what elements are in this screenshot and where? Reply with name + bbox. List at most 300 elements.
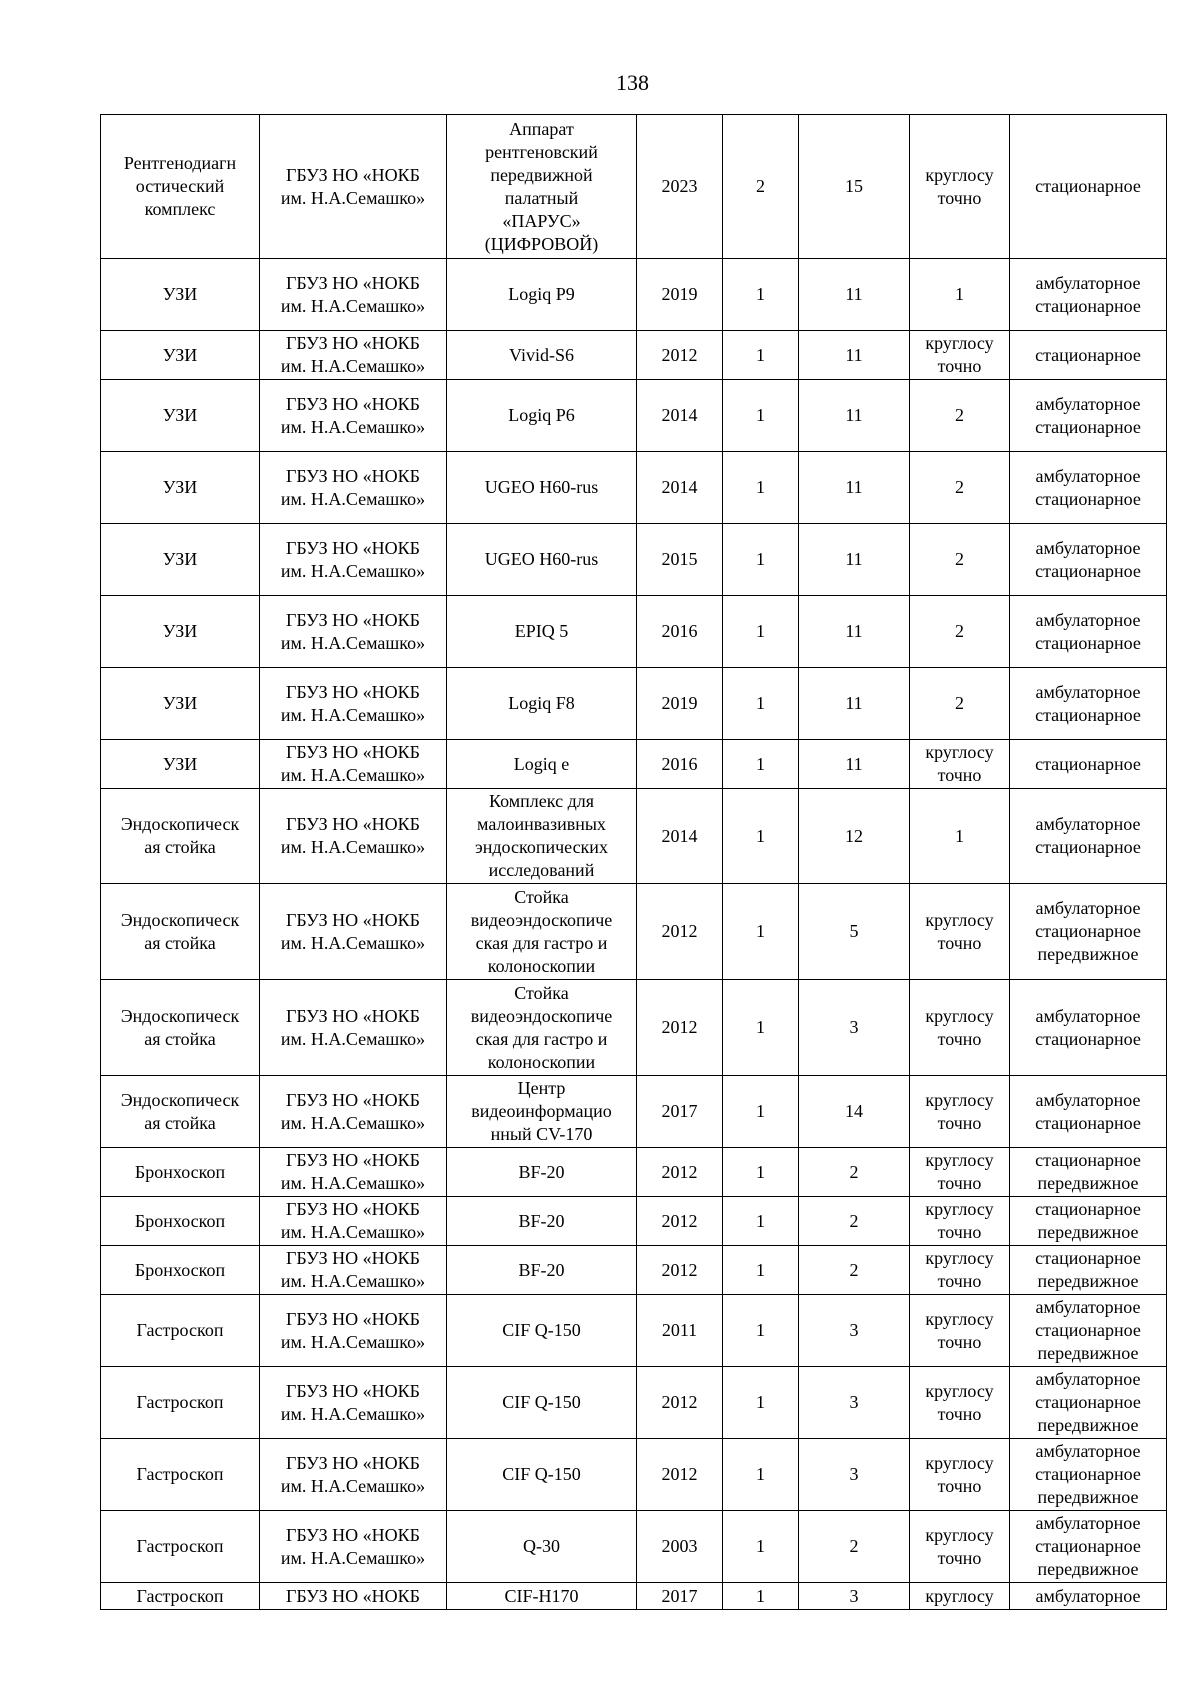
care-type-cell: [1010, 380, 1167, 452]
institution-cell: [260, 596, 447, 668]
table-row: [101, 1197, 1167, 1246]
wear-cell: [799, 115, 910, 259]
table-row: [101, 884, 1167, 980]
year-cell: [637, 1439, 723, 1511]
institution-cell: [260, 1197, 447, 1246]
table-row: [101, 789, 1167, 884]
cell-text: ГБУЗ НО «НОКБ им. Н.А.Семашко»: [280, 1089, 426, 1133]
institution-cell: [260, 331, 447, 380]
model-cell: [447, 1197, 637, 1246]
quantity-cell: [723, 1295, 799, 1367]
cell-text: 1: [756, 344, 765, 365]
care-type-cell: [1010, 596, 1167, 668]
cell-text: ГБУЗ НО «НОКБ им. Н.А.Семашко»: [280, 681, 426, 725]
cell-text: ГБУЗ НО «НОКБ им. Н.А.Семашко»: [280, 1248, 426, 1291]
cell-text: амбулаторное стационарное передвижное: [1035, 1297, 1141, 1363]
equipment-type-cell: [101, 115, 260, 259]
cell-text: стационарное: [1035, 176, 1141, 196]
cell-text: ГБУЗ НО «НОКБ им. Н.А.Семашко»: [280, 814, 426, 857]
cell-text: Logiq F8: [508, 693, 575, 713]
care-type-cell: [1010, 1197, 1167, 1246]
table-row: [101, 1148, 1167, 1197]
cell-text: 2012: [661, 1210, 698, 1231]
table-row: [101, 1511, 1167, 1583]
equipment-type-cell: [101, 980, 260, 1076]
cell-text: круглосу точно: [925, 909, 994, 953]
cell-text: CIF Q-150: [502, 1392, 581, 1412]
cell-text: 3: [849, 1320, 859, 1340]
equipment-type-cell: [101, 1148, 260, 1197]
quantity-cell: [723, 1583, 799, 1610]
cell-text: 2019: [661, 693, 698, 713]
wear-cell: [799, 524, 910, 596]
wear-cell: [799, 1367, 910, 1439]
wear-cell: [799, 789, 910, 884]
quantity-cell: [723, 1439, 799, 1511]
cell-text: 2012: [661, 1161, 698, 1182]
table-row: [101, 980, 1167, 1076]
model-cell: [447, 1439, 637, 1511]
cell-text: 2015: [661, 549, 698, 569]
cell-text: 11: [845, 344, 863, 365]
cell-text: ГБУЗ НО «НОКБ им. Н.А.Семашко»: [280, 1199, 426, 1242]
cell-text: 2014: [661, 825, 698, 846]
equipment-type-cell: [101, 331, 260, 380]
cell-text: круглосу точно: [925, 333, 994, 376]
cell-text: Гастроскоп: [136, 1320, 224, 1340]
quantity-cell: [723, 789, 799, 884]
cell-text: 14: [845, 1101, 863, 1121]
institution-cell: [260, 452, 447, 524]
cell-text: Эндоскопическ ая стойка: [120, 1005, 240, 1049]
table-row: [101, 668, 1167, 740]
cell-text: Бронхоскоп: [134, 1259, 226, 1280]
table-row: [101, 1439, 1167, 1511]
model-cell: [447, 259, 637, 331]
cell-text: круглосу точно: [925, 1380, 994, 1424]
cell-text: амбулаторное стационарное: [1035, 537, 1141, 581]
cell-text: круглосу точно: [925, 1005, 994, 1049]
model-cell: [447, 524, 637, 596]
model-cell: [447, 452, 637, 524]
equipment-type-cell: [101, 596, 260, 668]
care-type-cell: [1010, 115, 1167, 259]
cell-text: Рентгенодиагн остический комплекс: [123, 153, 237, 219]
cell-text: ГБУЗ НО «НОКБ им. Н.А.Семашко»: [280, 333, 426, 376]
work-mode-cell: [910, 1197, 1010, 1246]
cell-text: амбулаторное стационарное передвижное: [1035, 1369, 1141, 1435]
cell-text: стационарное: [1035, 753, 1141, 774]
wear-cell: [799, 668, 910, 740]
cell-text: Центр видеоинформацио нный CV-170: [471, 1078, 612, 1144]
cell-text: CIF Q-150: [502, 1464, 581, 1484]
cell-text: амбулаторное стационарное: [1035, 1005, 1141, 1049]
wear-cell: [799, 1076, 910, 1148]
wear-cell: [799, 1583, 910, 1610]
care-type-cell: [1010, 1295, 1167, 1367]
cell-text: 15: [845, 176, 863, 196]
cell-text: 2016: [661, 621, 698, 641]
cell-text: 2017: [661, 1585, 698, 1606]
cell-text: 1: [756, 1320, 765, 1340]
institution-cell: [260, 1367, 447, 1439]
cell-text: амбулаторное стационарное передвижное: [1035, 1441, 1141, 1507]
quantity-cell: [723, 1511, 799, 1583]
cell-text: 1: [756, 1101, 765, 1121]
cell-text: Эндоскопическ ая стойка: [120, 909, 240, 953]
equipment-type-cell: [101, 452, 260, 524]
work-mode-cell: [910, 789, 1010, 884]
care-type-cell: [1010, 1148, 1167, 1197]
care-type-cell: [1010, 1511, 1167, 1583]
year-cell: [637, 1076, 723, 1148]
cell-text: CIF-H170: [504, 1585, 579, 1606]
year-cell: [637, 1246, 723, 1295]
cell-text: 1: [756, 477, 765, 497]
year-cell: [637, 740, 723, 789]
cell-text: Эндоскопическ ая стойка: [120, 814, 240, 857]
equipment-type-cell: [101, 259, 260, 331]
cell-text: 2014: [661, 477, 698, 497]
work-mode-cell: [910, 331, 1010, 380]
cell-text: 2: [849, 1259, 859, 1280]
cell-text: 2: [849, 1210, 859, 1231]
table-row: [101, 1246, 1167, 1295]
care-type-cell: [1010, 980, 1167, 1076]
work-mode-cell: [910, 1148, 1010, 1197]
year-cell: [637, 452, 723, 524]
cell-text: круглосу точно: [925, 1452, 994, 1496]
work-mode-cell: [910, 884, 1010, 980]
cell-text: BF-20: [518, 1210, 565, 1231]
cell-text: УЗИ: [162, 284, 198, 304]
cell-text: 11: [845, 621, 863, 641]
cell-text: 2: [849, 1536, 859, 1556]
year-cell: [637, 1583, 723, 1610]
table-row: [101, 115, 1167, 259]
cell-text: ГБУЗ НО «НОКБ им. Н.А.Семашко»: [280, 1308, 426, 1352]
cell-text: 1: [756, 549, 765, 569]
year-cell: [637, 1511, 723, 1583]
cell-text: 2019: [661, 284, 698, 304]
equipment-type-cell: [101, 1246, 260, 1295]
cell-text: УЗИ: [162, 344, 198, 365]
equipment-table: [100, 114, 1167, 1610]
quantity-cell: [723, 331, 799, 380]
table-row: [101, 331, 1167, 380]
cell-text: стационарное передвижное: [1035, 1150, 1141, 1193]
cell-text: 1: [756, 1392, 765, 1412]
equipment-type-cell: [101, 1439, 260, 1511]
work-mode-cell: [910, 1076, 1010, 1148]
year-cell: [637, 596, 723, 668]
wear-cell: [799, 1439, 910, 1511]
wear-cell: [799, 740, 910, 789]
cell-text: стационарное передвижное: [1035, 1248, 1141, 1291]
quantity-cell: [723, 115, 799, 259]
cell-text: 2012: [661, 1017, 698, 1037]
quantity-cell: [723, 668, 799, 740]
care-type-cell: [1010, 1246, 1167, 1295]
year-cell: [637, 331, 723, 380]
cell-text: Q-30: [523, 1536, 560, 1556]
cell-text: 1: [955, 284, 964, 304]
cell-text: УЗИ: [162, 621, 198, 641]
institution-cell: [260, 668, 447, 740]
cell-text: 1: [756, 825, 765, 846]
work-mode-cell: [910, 524, 1010, 596]
table-row: [101, 1295, 1167, 1367]
work-mode-cell: [910, 668, 1010, 740]
equipment-type-cell: [101, 380, 260, 452]
table-row: [101, 259, 1167, 331]
cell-text: Logiq e: [513, 753, 570, 774]
year-cell: [637, 115, 723, 259]
wear-cell: [799, 452, 910, 524]
cell-text: ГБУЗ НО «НОКБ им. Н.А.Семашко»: [280, 393, 426, 437]
wear-cell: [799, 1295, 910, 1367]
cell-text: 1: [756, 1259, 765, 1280]
cell-text: ГБУЗ НО «НОКБ им. Н.А.Семашко»: [280, 1524, 426, 1568]
model-cell: [447, 380, 637, 452]
table-row: [101, 1367, 1167, 1439]
cell-text: 1: [756, 693, 765, 713]
cell-text: 2016: [661, 753, 698, 774]
cell-text: ГБУЗ НО «НОКБ им. Н.А.Семашко»: [280, 1005, 426, 1049]
year-cell: [637, 789, 723, 884]
equipment-type-cell: [101, 789, 260, 884]
cell-text: круглосу: [925, 1585, 994, 1606]
cell-text: 3: [849, 1392, 859, 1412]
institution-cell: [260, 1439, 447, 1511]
cell-text: Эндоскопическ ая стойка: [120, 1089, 240, 1133]
work-mode-cell: [910, 1583, 1010, 1610]
cell-text: круглосу точно: [925, 742, 994, 785]
quantity-cell: [723, 1367, 799, 1439]
cell-text: 12: [845, 825, 863, 846]
cell-text: круглосу точно: [925, 164, 994, 208]
cell-text: ГБУЗ НО «НОКБ: [286, 1585, 420, 1606]
cell-text: ГБУЗ НО «НОКБ им. Н.А.Семашко»: [280, 742, 426, 785]
cell-text: Logiq P9: [508, 284, 575, 304]
care-type-cell: [1010, 452, 1167, 524]
cell-text: 1: [756, 753, 765, 774]
table-row: [101, 452, 1167, 524]
cell-text: амбулаторное стационарное: [1035, 681, 1141, 725]
care-type-cell: [1010, 740, 1167, 789]
table-row: [101, 740, 1167, 789]
cell-text: ГБУЗ НО «НОКБ им. Н.А.Семашко»: [280, 465, 426, 509]
model-cell: [447, 789, 637, 884]
page-number: 138: [616, 70, 649, 95]
equipment-type-cell: [101, 740, 260, 789]
model-cell: [447, 980, 637, 1076]
cell-text: 5: [849, 921, 859, 941]
care-type-cell: [1010, 1076, 1167, 1148]
work-mode-cell: [910, 1367, 1010, 1439]
year-cell: [637, 524, 723, 596]
cell-text: 2: [955, 693, 964, 713]
cell-text: УЗИ: [162, 405, 198, 425]
cell-text: круглосу точно: [925, 1524, 994, 1568]
equipment-type-cell: [101, 1583, 260, 1610]
wear-cell: [799, 259, 910, 331]
cell-text: 1: [756, 921, 765, 941]
year-cell: [637, 1197, 723, 1246]
equipment-type-cell: [101, 524, 260, 596]
model-cell: [447, 1076, 637, 1148]
equipment-type-cell: [101, 884, 260, 980]
cell-text: 1: [955, 825, 964, 846]
year-cell: [637, 884, 723, 980]
cell-text: ГБУЗ НО «НОКБ им. Н.А.Семашко»: [280, 1452, 426, 1496]
cell-text: 1: [756, 284, 765, 304]
cell-text: 2012: [661, 1464, 698, 1484]
cell-text: 2012: [661, 344, 698, 365]
table-row: [101, 596, 1167, 668]
cell-text: Комплекс для малоинвазивных эндоскопических исследований: [475, 791, 608, 880]
cell-text: 1: [756, 1585, 765, 1606]
care-type-cell: [1010, 331, 1167, 380]
cell-text: EPIQ 5: [514, 621, 569, 641]
care-type-cell: [1010, 1367, 1167, 1439]
cell-text: амбулаторное: [1035, 1585, 1141, 1606]
work-mode-cell: [910, 1295, 1010, 1367]
model-cell: [447, 740, 637, 789]
wear-cell: [799, 1148, 910, 1197]
year-cell: [637, 1295, 723, 1367]
cell-text: Аппарат рентгеновский передвижной палатный «ПАРУС» (ЦИФРОВОЙ): [484, 118, 599, 254]
model-cell: [447, 331, 637, 380]
cell-text: Бронхоскоп: [134, 1210, 226, 1231]
cell-text: ГБУЗ НО «НОКБ им. Н.А.Семашко»: [280, 1380, 426, 1424]
year-cell: [637, 668, 723, 740]
cell-text: амбулаторное стационарное: [1035, 609, 1141, 653]
cell-text: 2012: [661, 1259, 698, 1280]
cell-text: ГБУЗ НО «НОКБ им. Н.А.Семашко»: [280, 909, 426, 953]
cell-text: 11: [845, 284, 863, 304]
institution-cell: [260, 259, 447, 331]
cell-text: 2: [756, 176, 765, 196]
cell-text: 2: [849, 1161, 859, 1182]
cell-text: амбулаторное стационарное передвижное: [1035, 898, 1141, 964]
quantity-cell: [723, 524, 799, 596]
cell-text: круглосу точно: [925, 1199, 994, 1242]
institution-cell: [260, 884, 447, 980]
institution-cell: [260, 524, 447, 596]
model-cell: [447, 1367, 637, 1439]
cell-text: Стойка видеоэндоскопиче ская для гастро и колоноскопии: [470, 982, 613, 1072]
cell-text: ГБУЗ НО «НОКБ им. Н.А.Семашко»: [280, 1150, 426, 1193]
year-cell: [637, 1148, 723, 1197]
table-row: [101, 524, 1167, 596]
work-mode-cell: [910, 1511, 1010, 1583]
cell-text: 2014: [661, 405, 698, 425]
wear-cell: [799, 1511, 910, 1583]
cell-text: круглосу точно: [925, 1308, 994, 1352]
cell-text: 2011: [661, 1320, 698, 1340]
institution-cell: [260, 1583, 447, 1610]
cell-text: 11: [845, 549, 863, 569]
institution-cell: [260, 1511, 447, 1583]
cell-text: стационарное: [1035, 344, 1141, 365]
model-cell: [447, 1246, 637, 1295]
cell-text: 2: [955, 405, 964, 425]
cell-text: ГБУЗ НО «НОКБ им. Н.А.Семашко»: [280, 537, 426, 581]
care-type-cell: [1010, 259, 1167, 331]
quantity-cell: [723, 1197, 799, 1246]
cell-text: Гастроскоп: [136, 1464, 224, 1484]
care-type-cell: [1010, 884, 1167, 980]
cell-text: 1: [756, 1210, 765, 1231]
wear-cell: [799, 980, 910, 1076]
quantity-cell: [723, 596, 799, 668]
work-mode-cell: [910, 1439, 1010, 1511]
cell-text: 2023: [661, 176, 698, 196]
institution-cell: [260, 115, 447, 259]
cell-text: амбулаторное стационарное: [1035, 1089, 1141, 1133]
wear-cell: [799, 380, 910, 452]
model-cell: [447, 1148, 637, 1197]
equipment-type-cell: [101, 1076, 260, 1148]
cell-text: УЗИ: [162, 477, 198, 497]
quantity-cell: [723, 884, 799, 980]
cell-text: 11: [845, 477, 863, 497]
cell-text: Logiq P6: [508, 405, 575, 425]
care-type-cell: [1010, 1583, 1167, 1610]
care-type-cell: [1010, 1439, 1167, 1511]
equipment-type-cell: [101, 1511, 260, 1583]
model-cell: [447, 1511, 637, 1583]
cell-text: 11: [845, 753, 863, 774]
cell-text: Стойка видеоэндоскопиче ская для гастро и колоноскопии: [470, 886, 613, 976]
cell-text: Гастроскоп: [136, 1585, 224, 1606]
wear-cell: [799, 1246, 910, 1295]
equipment-type-cell: [101, 668, 260, 740]
model-cell: [447, 596, 637, 668]
cell-text: 1: [756, 1536, 765, 1556]
quantity-cell: [723, 380, 799, 452]
table-row: [101, 1076, 1167, 1148]
work-mode-cell: [910, 115, 1010, 259]
cell-text: BF-20: [518, 1161, 565, 1182]
cell-text: CIF Q-150: [502, 1320, 581, 1340]
cell-text: 2: [955, 621, 964, 641]
wear-cell: [799, 1197, 910, 1246]
quantity-cell: [723, 259, 799, 331]
table-row: [101, 380, 1167, 452]
cell-text: 3: [849, 1017, 859, 1037]
cell-text: УЗИ: [162, 549, 198, 569]
year-cell: [637, 980, 723, 1076]
cell-text: BF-20: [518, 1259, 565, 1280]
year-cell: [637, 380, 723, 452]
institution-cell: [260, 789, 447, 884]
model-cell: [447, 884, 637, 980]
cell-text: 2017: [661, 1101, 698, 1121]
quantity-cell: [723, 452, 799, 524]
model-cell: [447, 668, 637, 740]
cell-text: круглосу точно: [925, 1248, 994, 1291]
model-cell: [447, 1583, 637, 1610]
wear-cell: [799, 884, 910, 980]
equipment-type-cell: [101, 1295, 260, 1367]
cell-text: 2012: [661, 921, 698, 941]
quantity-cell: [723, 740, 799, 789]
cell-text: UGEO H60-rus: [484, 477, 599, 497]
wear-cell: [799, 331, 910, 380]
care-type-cell: [1010, 789, 1167, 884]
